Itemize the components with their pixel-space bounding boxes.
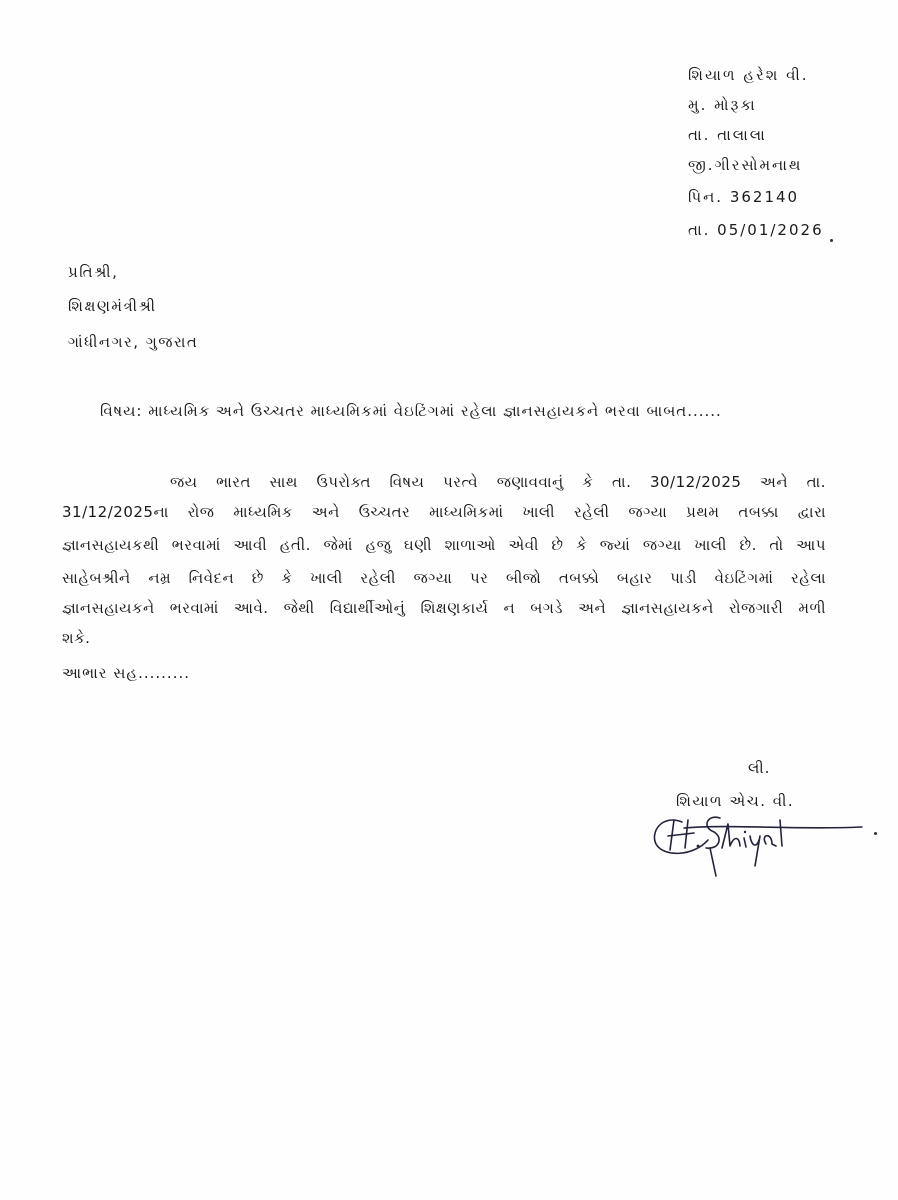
letter-date: તા. 05/01/2026 bbox=[688, 221, 824, 239]
sender-village: મુ. મોરૂકા bbox=[688, 96, 757, 114]
signoff-name: શિયાળ એચ. વી. bbox=[676, 792, 795, 810]
letter-subject: વિષય: માધ્યમિક અને ઉચ્ચતર માધ્યમિકમાં વેઇટિંગમાં રહેલા જ્ઞાનસહાયકને ભરવા બાબત...... bbox=[100, 402, 722, 420]
sender-name: શિયાળ હરેશ વી. bbox=[688, 66, 809, 84]
body-line: જય ભારત સાથ ઉપરોક્ત વિષય પરત્વે જણાવવાનું કે તા. 30/12/2025 અને તા. bbox=[170, 473, 826, 491]
body-line: જ્ઞાનસહાયકથી ભરવામાં આવી હતી. જેમાં હજુ ઘણી શાળાઓ એવી છે કે જ્યાં જગ્યા ખાલી છે. તો આપ bbox=[62, 536, 826, 554]
body-line: શકે. bbox=[62, 629, 91, 647]
closing-thanks: આભાર સહ......... bbox=[62, 664, 191, 682]
body-line: સાહેબશ્રીને નમ્ર નિવેદન છે કે ખાલી રહેલી જગ્યા પર બીજો તબક્કો બહાર પાડી વેઇટિંગમાં રહેલા bbox=[62, 569, 826, 587]
scan-speck bbox=[830, 239, 833, 242]
body-line: 31/12/2025ના રોજ માધ્યમિક અને ઉચ્ચતર માધ્યમિકમાં ખાલી રહેલી જગ્યા પ્રથમ તબક્કા દ્વારા bbox=[62, 503, 826, 521]
signoff-li: લી. bbox=[748, 759, 771, 777]
recipient-title: શિક્ષણમંત્રીશ્રી bbox=[68, 297, 157, 315]
scan-speck bbox=[874, 832, 877, 835]
sender-district: જી.ગીરસોમનાથ bbox=[688, 156, 803, 174]
handwritten-signature bbox=[648, 806, 870, 882]
sender-pin: પિન. 362140 bbox=[688, 188, 800, 206]
recipient-place: ગાંધીનગર, ગુજરાત bbox=[68, 333, 199, 351]
recipient-salutation: પ્રતિશ્રી, bbox=[68, 263, 119, 281]
body-line: જ્ઞાનસહાયકને ભરવામાં આવે. જેથી વિદ્યાર્થીઓનું શિક્ષણકાર્ય ન બગડે અને જ્ઞાનસહાયકને રોજગારી મળી bbox=[62, 599, 826, 617]
sender-taluka: તા. તાલાલા bbox=[688, 126, 767, 144]
